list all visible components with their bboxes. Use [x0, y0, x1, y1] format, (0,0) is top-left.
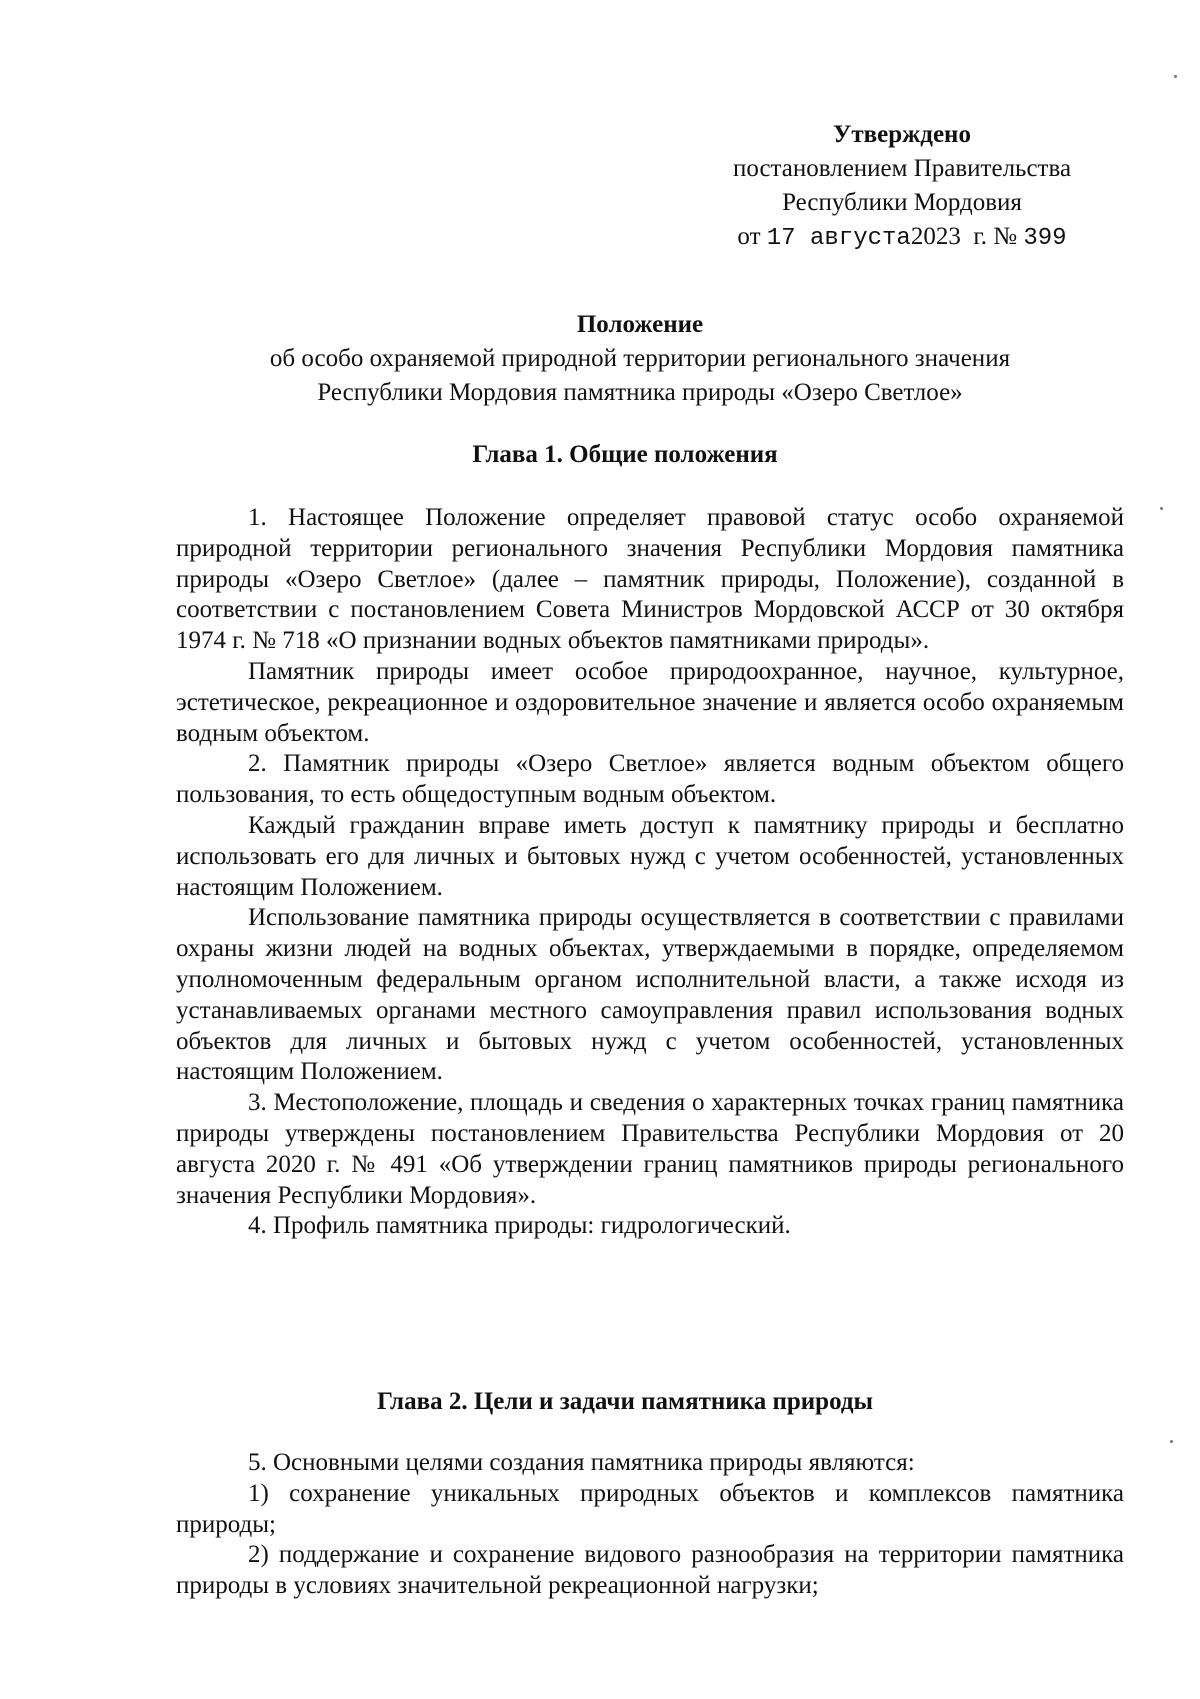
paragraph-2: 2. Памятник природы «Озеро Светлое» является водным объектом общего пользования, то есть общедоступным водным объектом.: [176, 750, 1124, 809]
scan-speck: [1174, 75, 1177, 78]
chapter-1-heading: Глава 1. Общие положения: [472, 441, 778, 468]
approval-number: 399: [1023, 225, 1067, 252]
chapter-2-body: [176, 1448, 1124, 1602]
paragraph-4: 4. Профиль памятника природы: гидрологический.: [248, 1212, 791, 1240]
document-subtitle-line-1: об особо охраняемой природной территории регионального значения: [269, 345, 1011, 372]
scan-speck: [1170, 1440, 1173, 1443]
paragraph-2-2: Каждый гражданин вправе иметь доступ к памятнику природы и бесплатно использовать его для личных и бытовых нужд с учетом особенностей, установленных настоящим Положением.: [176, 811, 1124, 901]
approval-number-label: г. №: [973, 223, 1018, 250]
document-title-block: [180, 308, 1100, 410]
approval-year: 2023: [910, 223, 961, 250]
approval-date: [692, 220, 1112, 256]
approval-title: Утверждено: [833, 121, 971, 148]
approval-line-1: постановлением Правительства: [732, 155, 1072, 182]
approval-date-prefix: от: [737, 223, 761, 250]
paragraph-5: 5. Основными целями создания памятника природы являются:: [248, 1449, 915, 1476]
paragraph-2-3: Использование памятника природы осуществляется в соответствии с правилами охраны жизни людей на водных объектах, утверждаемыми в порядке, определяемом уполномоченным федеральным органом исполнительной власти, а также исходя из устанавливаемых органами местного самоуправления правил использования водных объектов для личных и бытовых нужд с учетом особенностей, установленных настоящим Положением.: [176, 904, 1124, 1086]
scan-speck: [1160, 507, 1163, 510]
paragraph-5-2: 2) поддержание и сохранение видового разнообразия на территории памятника природы в условиях значительной рекреационной нагрузки;: [176, 1541, 1124, 1600]
paragraph-5-1: 1) сохранение уникальных природных объектов и комплексов памятника природы;: [176, 1479, 1124, 1538]
chapter-2-heading: Глава 2. Цели и задачи памятника природы: [376, 1388, 874, 1415]
document-title: Положение: [576, 311, 704, 338]
chapter-1-body: [176, 503, 1124, 1242]
approval-date-handwritten: 17 августа: [766, 225, 911, 252]
approval-line-2: Республики Мордовия: [782, 189, 1022, 216]
paragraph-1-2: Памятник природы имеет особое природоохранное, научное, культурное, эстетическое, рекреационное и оздоровительное значение и является особо охраняемым водным объектом.: [176, 657, 1124, 747]
paragraph-3: 3. Местоположение, площадь и сведения о характерных точках границ памятника природы утверждены постановлением Правительства Республики Мордовия от 20 августа 2020 г. № 491 «Об утверждении границ памятников природы регионального значения Республики Мордовия».: [176, 1089, 1124, 1209]
document-subtitle-line-2: Республики Мордовия памятника природы «Озеро Светлое»: [317, 379, 963, 406]
approval-stamp: [692, 118, 1112, 256]
paragraph-1: 1. Настоящее Положение определяет правовой статус особо охраняемой природной территории регионального значения Республики Мордовия памятника природы «Озеро Светлое» (далее – памятник природы, Положение), созданной в соответствии с постановлением Совета Министров Мордовской АССР от 30 октября 1974 г. № 718 «О признании водных объектов памятниками природы».: [176, 504, 1124, 655]
